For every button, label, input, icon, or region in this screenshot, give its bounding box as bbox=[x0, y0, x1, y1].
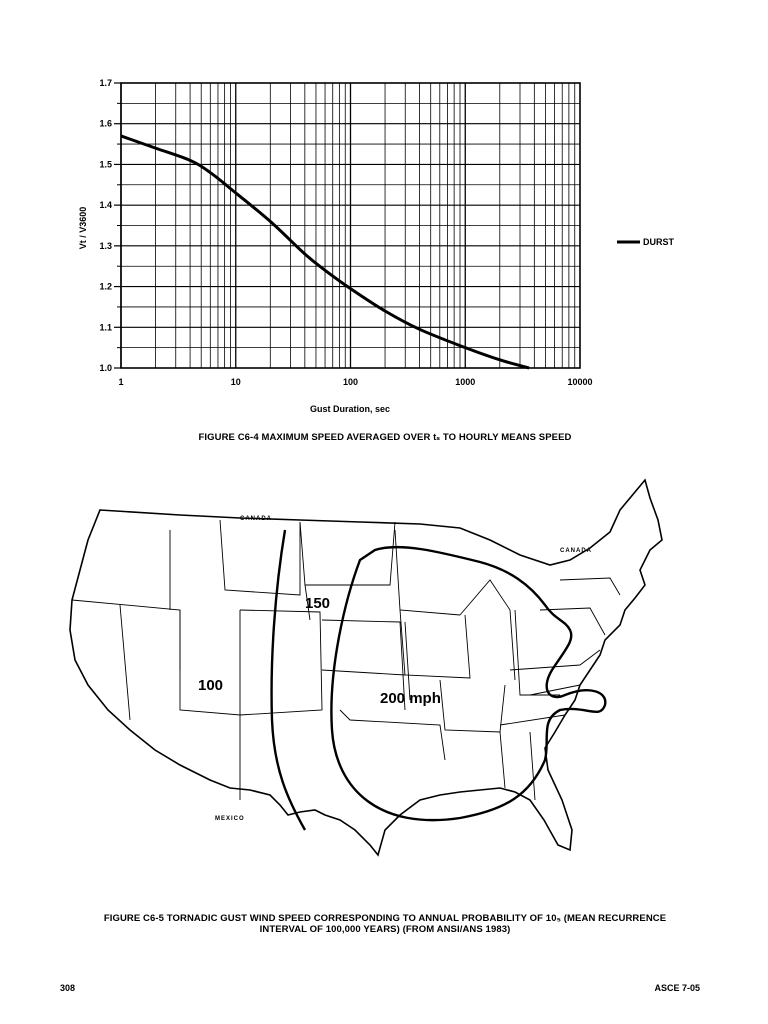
x-tick-label: 100 bbox=[342, 377, 359, 387]
figure-c6-4-caption: FIGURE C6-4 MAXIMUM SPEED AVERAGED OVER tₛ TO HOURLY MEANS SPEED bbox=[198, 432, 572, 443]
tornadic-wind-map bbox=[60, 470, 690, 905]
y-tick-label: 1.6 bbox=[99, 118, 112, 129]
x-tick-label: 1000 bbox=[455, 377, 476, 387]
y-tick-label: 1.1 bbox=[99, 322, 112, 333]
y-tick-label: 1.0 bbox=[99, 363, 112, 373]
y-axis-label: Vt / V3600 bbox=[78, 206, 88, 250]
y-tick-label: 1.5 bbox=[99, 159, 112, 170]
x-tick-label: 10 bbox=[230, 377, 241, 387]
state-boundaries bbox=[72, 520, 620, 800]
figure-c6-5-caption bbox=[60, 913, 710, 935]
zone-label-100: 100 bbox=[198, 677, 224, 694]
map-label-mexico: MEXICO bbox=[215, 816, 245, 822]
document-name: ASCE 7-05 bbox=[654, 983, 700, 993]
zone-label-200: 200 mph bbox=[380, 690, 441, 707]
y-tick-label: 1.7 bbox=[99, 78, 112, 88]
map-label-canada-west: CANADA bbox=[240, 516, 272, 522]
figure-c6-5-caption-line1: FIGURE C6-5 TORNADIC GUST WIND SPEED CORRESPONDING TO ANNUAL PROBABILITY OF 10₅ (MEAN RECURRENCE bbox=[103, 913, 667, 924]
legend-label-durst: DURST bbox=[643, 237, 674, 247]
zone-label-150: 150 bbox=[305, 595, 331, 612]
figure-c6-5-caption-line2: INTERVAL OF 100,000 YEARS) (FROM ANSI/ANS 1983) bbox=[259, 924, 511, 935]
x-tick-labels bbox=[118, 377, 592, 387]
y-tick-label: 1.2 bbox=[99, 281, 112, 292]
chart-legend bbox=[617, 237, 675, 247]
y-tick-label: 1.4 bbox=[99, 200, 112, 211]
chart-grid bbox=[117, 83, 580, 368]
x-tick-label: 10000 bbox=[567, 377, 593, 387]
x-tick-label: 1 bbox=[118, 377, 124, 387]
isotach-200-line bbox=[331, 547, 605, 820]
x-axis-label: Gust Duration, sec bbox=[309, 404, 391, 414]
y-tick-label: 1.3 bbox=[99, 240, 112, 251]
gust-duration-chart bbox=[0, 0, 768, 430]
map-label-canada-east: CANADA bbox=[560, 548, 592, 554]
page-number: 308 bbox=[60, 983, 76, 993]
